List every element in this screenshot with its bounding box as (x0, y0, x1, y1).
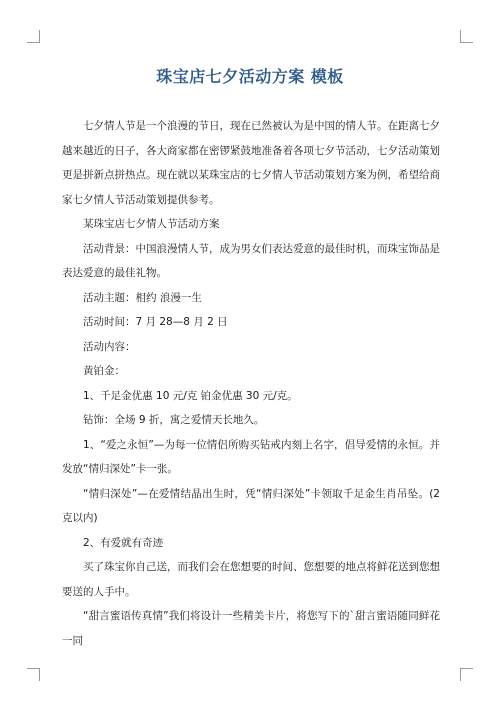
background-paragraph: 活动背景：中国浪漫情人节，成为男女们表达爱意的最佳时机，而珠宝饰品是表达爱意的最佳礼物。 (62, 242, 440, 279)
crop-mark-bottom-right (460, 668, 473, 681)
plan-name: 某珠宝店七夕情人节活动方案 (83, 218, 220, 230)
item-2-more: “甜言蜜语传真情”我们将设计一些精美卡片，将您写下的`甜言蜜语随同鲜花一同 (62, 610, 440, 647)
content-heading: 活动内容： (83, 340, 136, 353)
platinum-heading: 黄铂金： (83, 365, 125, 377)
document-body (62, 114, 440, 653)
document-title: 珠宝店七夕活动方案 模板 (156, 67, 344, 86)
platinum-offer: 1、千足金优惠 10 元/克 铂金优惠 30 元/克。 (83, 389, 298, 402)
diamond-offer: 钻饰：全场 9 折，寓之爱情天长地久。 (83, 414, 265, 426)
crop-mark-top-right (460, 30, 473, 43)
time-line: 活动时间：7 月 28—8 月 2 日 (83, 316, 228, 328)
crop-mark-top-left (27, 30, 40, 43)
intro-paragraph: 七夕情人节是一个浪漫的节日，现在已然被认为是中国的情人节。在距离七夕越来越近的日子，各大商家都在密锣紧鼓地准备着各项七夕节活动，七夕活动策划更是拼新点拼热点。现在就以某珠宝店的七夕情人节活动策划方案为例，希望给商家七夕情人节活动策划提供参考。 (62, 120, 440, 206)
item-1-paragraph: 1、“爱之永恒”—为每一位情侣所购买钻戒内刻上名字，倡导爱情的永恒。并发放“情归深处”卡一张。 (62, 438, 440, 475)
item-2-detail: 买了珠宝你自己送，而我们会在您想要的时间、您想要的地点将鲜花送到您想要送的人手中。 (62, 561, 440, 598)
crop-mark-bottom-left (27, 668, 40, 681)
item-2-heading: 2、有爱就有奇迹 (83, 536, 164, 549)
theme-line: 活动主题：相约 浪漫一生 (83, 291, 202, 304)
item-1-detail: “情归深处”—在爱情结晶出生时，凭“情归深处”卡领取千足金生肖吊坠。(2 克以内) (62, 487, 440, 524)
